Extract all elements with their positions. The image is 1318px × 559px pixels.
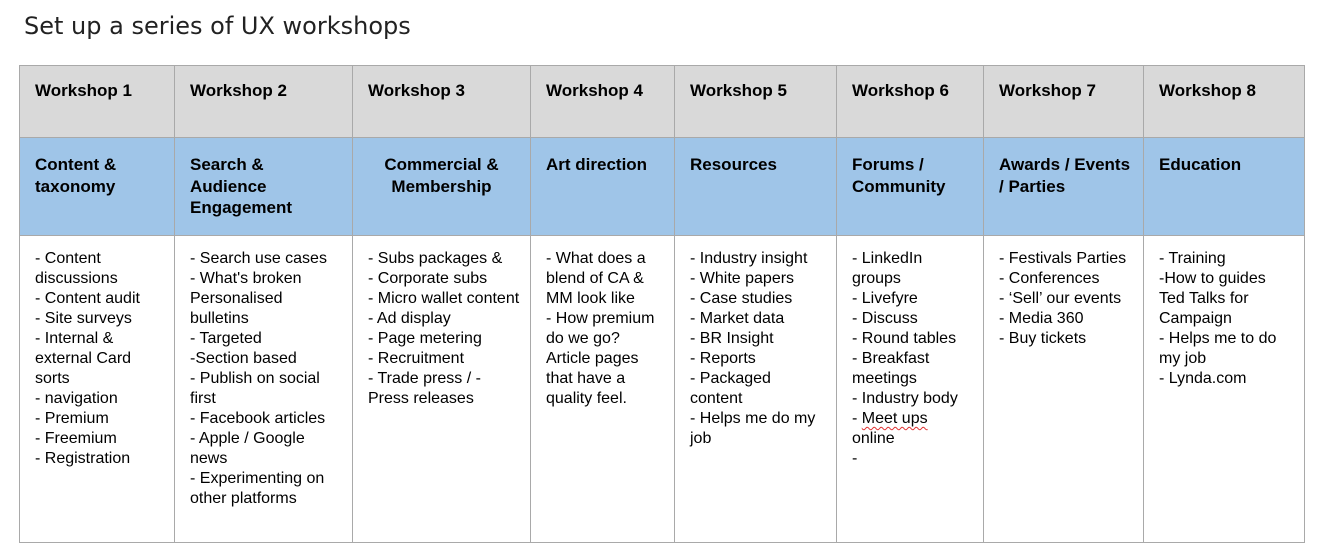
theme-row bbox=[20, 138, 1305, 236]
workshop-items-cell bbox=[675, 236, 837, 543]
workshop-header-cell: Workshop 7 bbox=[984, 66, 1144, 138]
workshop-items-text bbox=[852, 249, 973, 469]
workshop-theme-cell: Commercial & Membership bbox=[353, 138, 531, 236]
workshop-theme-cell: Content & taxonomy bbox=[20, 138, 175, 236]
workshop-items-text: - Festivals Parties - Conferences - ‘Sell’ our events - Media 360 - Buy tickets bbox=[999, 250, 1127, 347]
workshop-items-text: - Search use cases - What's broken Personalised bulletins - Targeted -Section based - Publish on social first - Facebook articles - Apple / Google news - Experimenting on other platforms bbox=[190, 250, 327, 507]
workshop-theme-cell: Resources bbox=[675, 138, 837, 236]
workshop-items-text: - What does a blend of CA & MM look like - How premium do we go? Article pages that have a quality feel. bbox=[546, 250, 655, 407]
workshop-items-cell bbox=[20, 236, 175, 543]
workshop-items-cell bbox=[1144, 236, 1305, 543]
workshop-theme-cell: Education bbox=[1144, 138, 1305, 236]
workshop-header-cell: Workshop 1 bbox=[20, 66, 175, 138]
workshop-theme-cell: Search & Audience Engagement bbox=[175, 138, 353, 236]
workshop-theme-cell: Art direction bbox=[531, 138, 675, 236]
workshop-items-cell bbox=[531, 236, 675, 543]
workshop-items-text: - Training -How to guides Ted Talks for Campaign - Helps me to do my job - Lynda.com bbox=[1159, 250, 1277, 387]
workshop-items-text-after: online - bbox=[852, 430, 895, 467]
workshop-theme-cell: Awards / Events / Parties bbox=[984, 138, 1144, 236]
workshop-items-text: - Subs packages & - Corporate subs - Micro wallet content - Ad display - Page metering - Recruitment - Trade press / - Press releases bbox=[368, 250, 520, 407]
workshop-header-cell: Workshop 6 bbox=[837, 66, 984, 138]
workshop-header-cell: Workshop 4 bbox=[531, 66, 675, 138]
header-row bbox=[20, 66, 1305, 138]
workshop-header-cell: Workshop 8 bbox=[1144, 66, 1305, 138]
workshop-header-cell: Workshop 5 bbox=[675, 66, 837, 138]
workshop-header-cell: Workshop 2 bbox=[175, 66, 353, 138]
misspelled-word[interactable]: Meet ups bbox=[861, 410, 928, 427]
workshop-header-cell: Workshop 3 bbox=[353, 66, 531, 138]
workshop-items-cell bbox=[353, 236, 531, 543]
workshop-items-text: - Industry insight - White papers - Case studies - Market data - BR Insight - Reports - Packaged content - Helps me do my job bbox=[690, 250, 816, 447]
workshop-items-cell bbox=[837, 236, 984, 543]
workshop-theme-cell: Forums / Community bbox=[837, 138, 984, 236]
workshop-items-text: - Content discussions - Content audit - Site surveys - Internal & external Card sorts - navigation - Premium - Freemium - Registration bbox=[35, 250, 140, 467]
items-row bbox=[20, 236, 1305, 543]
workshops-table bbox=[19, 65, 1305, 543]
workshop-items-cell bbox=[984, 236, 1144, 543]
page-title: Set up a series of UX workshops bbox=[24, 12, 411, 40]
workshop-items-text-before: - LinkedIn groups - Livefyre - Discuss - Round tables - Breakfast meetings - Industry body - bbox=[852, 250, 958, 427]
workshop-items-cell bbox=[175, 236, 353, 543]
